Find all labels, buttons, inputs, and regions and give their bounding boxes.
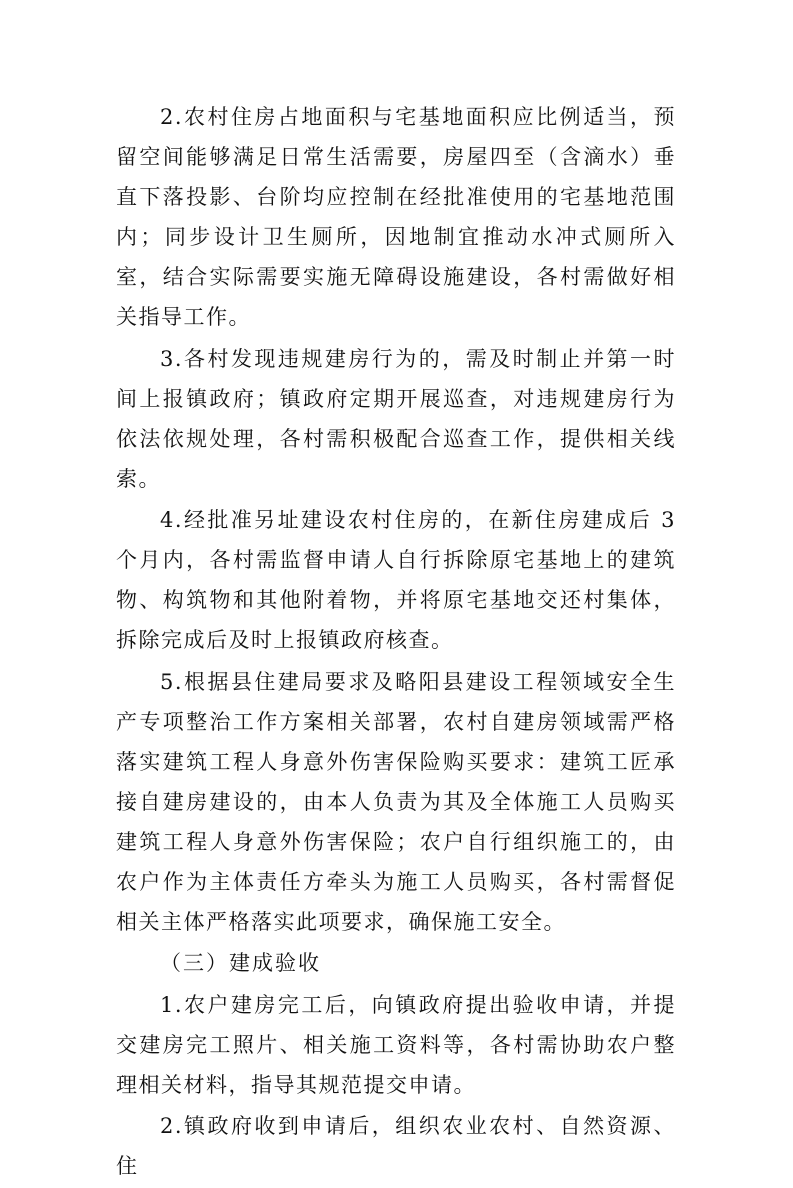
paragraph-item-5: 5.根据县住建局要求及略阳县建设工程领域安全生产专项整治工作方案相关部署，农村自建房领域需严格落实建筑工程人身意外伤害保险购买要求：建筑工匠承接自建房建设的，由本人负责为其及全体施工人员购买建筑工程人身意外伤害保险；农户自行组织施工的，由农户作为主体责任方牵头为施工人员购买，各村需督促相关主体严格落实此项要求，确保施工安全。: [116, 669, 676, 934]
section-heading: （三）建成验收: [160, 951, 321, 975]
document-body: [116, 97, 676, 1188]
paragraph-item-4: 4.经批准另址建设农村住房的，在新住房建成后 3 个月内，各村需监督申请人自行拆除原宅基地上的建筑物、构筑物和其他附着物，并将原宅基地交还村集体，拆除完成后及时上报镇政府核查。: [116, 508, 676, 652]
paragraph-item-2: 2.农村住房占地面积与宅基地面积应比例适当，预留空间能够满足日常生活需要，房屋四至（含滴水）垂直下落投影、台阶均应控制在经批准使用的宅基地范围内；同步设计卫生厕所，因地制宜推动水冲式厕所入室，结合实际需要实施无障碍设施建设，各村需做好相关指导工作。: [116, 105, 676, 329]
paragraph-acceptance-1: 1.农户建房完工后，向镇政府提出验收申请，并提交建房完工照片、相关施工资料等，各村需协助农户整理相关材料，指导其规范提交申请。: [116, 992, 676, 1097]
paragraph-item-3: 3.各村发现违规建房行为的，需及时制止并第一时间上报镇政府；镇政府定期开展巡查，对违规建房行为依法依规处理，各村需积极配合巡查工作，提供相关线索。: [116, 346, 676, 491]
paragraph-acceptance-2: 2.镇政府收到申请后，组织农业农村、自然资源、住: [116, 1114, 676, 1178]
